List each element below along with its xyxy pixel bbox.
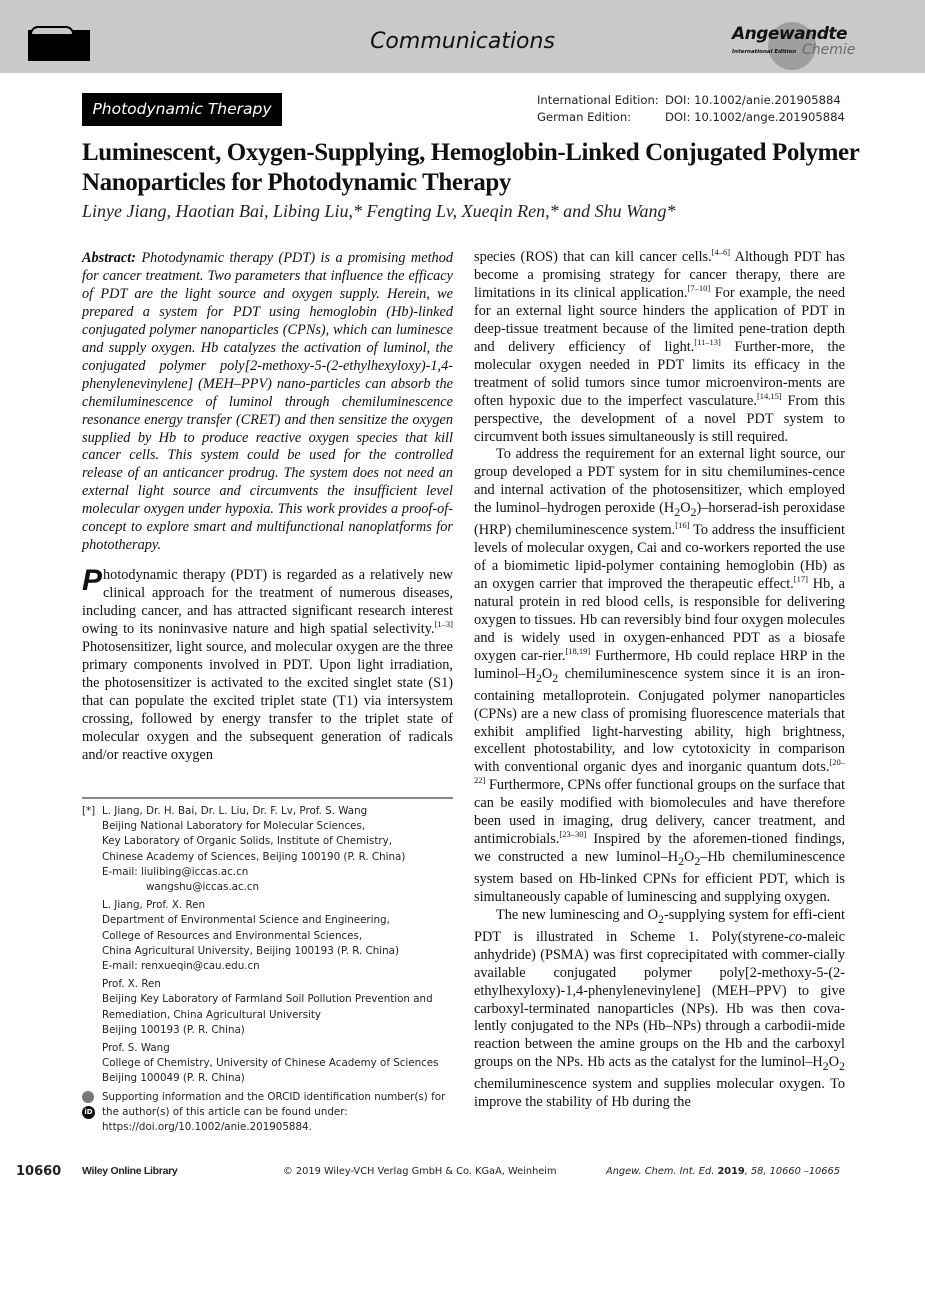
body-text: species (ROS) that can kill cancer cells. (474, 249, 712, 265)
supporting-info-line: Supporting information and the ORCID identification number(s) for (102, 1090, 446, 1103)
section-title: Communications (370, 29, 555, 54)
article-title: Luminescent, Oxygen-Supplying, Hemoglobin-Linked Conjugated Polymer Nanoparticles for Photodynamic Therapy (82, 139, 859, 196)
body-text: To address the requirement for an external light source, our group developed a PDT system for in situ chemilumines-cence and internal activation of the photosensitizer, which employed the luminol–hydrogen peroxide (H (474, 446, 845, 517)
doi-block (537, 92, 845, 126)
journal-citation (606, 1166, 840, 1177)
body-text: Inspired by the aforemen-tioned findings, we constructed a new luminol–H (474, 831, 845, 866)
body-paragraph (82, 564, 453, 764)
affiliation-line: China Agricultural University, Beijing 100193 (P. R. China) (102, 944, 399, 957)
body-paragraph (474, 446, 845, 906)
affiliation-line: L. Jiang, Prof. X. Ren (102, 899, 206, 912)
subscript: 2 (674, 505, 681, 520)
subscript: 2 (839, 1059, 845, 1074)
email-link[interactable]: E-mail: renxueqin@cau.edu.cn (102, 960, 260, 973)
body-text: The new luminescing and O (496, 906, 659, 923)
subscript: 2 (678, 854, 685, 869)
logo-chemie: Chemie (802, 42, 856, 58)
supporting-info-icon (82, 1091, 94, 1103)
subscript: 2 (690, 505, 697, 520)
abstract-label: Abstract: (82, 250, 137, 266)
body-text: chemiluminescence system and supplies molecular oxygen. To improve the stability of Hb during the (474, 1076, 845, 1111)
subscript: 2 (822, 1059, 829, 1074)
doi-label: International Edition: (537, 93, 659, 107)
citation-ref[interactable]: [1–3] (434, 619, 453, 630)
citation-ref[interactable]: [18,19] (565, 646, 591, 657)
body-text: From this perspective, the development of a novel PDT system to circumvent both issues simultaneously is still required. (474, 392, 845, 445)
affiliation-line: College of Resources and Environmental Sciences, (102, 929, 363, 942)
body-text: –Hb chemiluminescence system based on Hb-linked CPNs for efficient PDT, which is simultaneously capable of luminescing and supplying oxygen. (474, 849, 845, 905)
abstract-text: Photodynamic therapy (PDT) is a promising method for cancer treatment. Two parameters that influence the efficacy of PDT are the light source and oxygen supply. Herein, we prepared a system for PDT using hemoglobin (Hb)-linked conjugated polymer nanoparticles (CPNs), which can luminesce and supply oxygen. Hb catalyzes the activation of luminol, the conjugated polymer poly[2-methoxy-5-(2-ethylhexyloxy)-1,4-phenylenevinylene] (MEH–PPV) nano-particles can absorb the chemiluminescence of luminol through chemiluminescence resonance energy transfer (CRET) and then sensitize the oxygen supplied by Hb to produce reactive oxygen species that kill cancer cells. This system could be used for the controlled release of an anticancer prodrug. The system does not need an external light source and circumvents the insufficient level molecular oxygen under hypoxia. This work provides a proof-of-concept to explore smart and multifunctional nanoplatforms for phototherapy. (82, 250, 454, 554)
body-text: For example, the need for an external light source hinders the application of PDT in deep-tissue treatment because of the limited pene-tration depth and delivery efficiency of light. (474, 284, 845, 355)
body-text: O (680, 500, 691, 517)
body-text: O (828, 1054, 840, 1071)
abstract (82, 250, 453, 555)
email-link[interactable]: wangshu@iccas.ac.cn (146, 881, 260, 894)
doi-row-german (537, 109, 845, 126)
affiliation-line: Beijing National Laboratory for Molecular Sciences, (102, 820, 366, 833)
italic-text: co (788, 928, 803, 945)
citation-ref[interactable]: [11–13] (694, 337, 721, 347)
affiliation-2 (82, 898, 462, 974)
subscript: 2 (694, 854, 701, 869)
affiliation-line: L. Jiang, Dr. H. Bai, Dr. L. Liu, Dr. F. Lv, Prof. S. Wang (102, 805, 368, 817)
body-text: )–horserad-ish peroxidase (HRP) chemiluminescence system. (474, 500, 845, 539)
citation-year: 2019 (717, 1166, 745, 1177)
supporting-info-line: the author(s) of this article can be found under: (102, 1105, 348, 1118)
supporting-info-link[interactable]: https://doi.org/10.1002/anie.201905884. (102, 1121, 312, 1134)
footnotes (82, 804, 462, 1135)
body-paragraph (474, 907, 845, 1112)
wiley-online-library-link[interactable]: Wiley Online Library (82, 1165, 178, 1177)
body-text: -maleic anhydride) (PSMA) was first coprecipitated with commer-cially available conjugated polymer poly[2-methoxy-5-(2-ethylhexyloxy)-1,4-phenylenevinylene] (MEH–PPV) to give carboxyl-terminated nanoparticles (NPs). Hb was then cova-lently conjugated to the NPs (Hb–NPs) through a carbodii-mide reaction between the amine groups on the Hb and the carboxyl groups on the NPs. Hb acts as the catalyst for the luminol–H (474, 928, 845, 1071)
affiliation-line: College of Chemistry, University of Chinese Academy of Sciences (102, 1057, 439, 1070)
citation-ref[interactable]: [16] (675, 520, 690, 531)
citation-ref[interactable]: [7–10] (687, 283, 711, 294)
email-link[interactable]: E-mail: liulibing@iccas.ac.cn (102, 865, 249, 878)
logo-angewandte: Angewandte (732, 24, 848, 44)
footnote-mark: [*] (82, 805, 96, 817)
affiliation-line: Prof. S. Wang (102, 1042, 170, 1055)
doi-link[interactable]: DOI: 10.1002/ange.201905884 (665, 110, 845, 124)
logo-edition: International Edition (732, 49, 797, 55)
affiliation-line: Beijing 100049 (P. R. China) (102, 1072, 245, 1085)
footnote-divider (82, 797, 453, 799)
affiliation-line: Chinese Academy of Sciences, Beijing 100190 (P. R. China) (102, 850, 406, 863)
orcid-icon: iD (82, 1106, 95, 1119)
topic-badge: Photodynamic Therapy (82, 93, 282, 126)
page-footer (0, 1164, 925, 1180)
affiliation-3 (82, 977, 462, 1038)
angewandte-logo (728, 20, 858, 72)
affiliation-line: Key Laboratory of Organic Solids, Institute of Chemistry, (102, 835, 393, 848)
body-text: Furthermore, CPNs offer functional groups on the surface that can be easily modified with biomolecules and have therefore been used in imaging, drug delivery, cancer treatment, and antimicrobials. (474, 777, 845, 848)
page-header (0, 0, 925, 73)
body-text: Furthermore, Hb could replace HRP in the luminol–H (474, 647, 845, 682)
body-text: Although PDT has become a promising strategy for cancer therapy, there are limitations in its clinical application. (474, 249, 845, 301)
affiliation-line: Remediation, China Agricultural University (102, 1008, 321, 1021)
affiliation-line: Department of Environmental Science and Engineering, (102, 914, 390, 927)
doi-link[interactable]: DOI: 10.1002/anie.201905884 (665, 93, 841, 107)
body-text: To address the insufficient levels of molecular oxygen, Cai and co-workers reported the use of a biomimetic lipid-polymer containing hemoglobin (Hb) as an oxygen carrier that improved the therapeutic effect. (474, 522, 845, 593)
supporting-info (82, 1090, 462, 1136)
subscript: 2 (552, 670, 559, 685)
body-text: Photodynamic therapy (PDT) is regarded as a relatively new clinical approach for the treatment of numerous diseases, including cancer, and has attracted significant research interest owing to its noninvasive nature and high spatial selectivity. (82, 564, 453, 638)
author-list: Linye Jiang, Haotian Bai, Libing Liu,* Fengting Lv, Xueqin Ren,* and Shu Wang* (82, 201, 676, 221)
affiliation-line: Prof. X. Ren (102, 978, 161, 991)
subscript: 2 (535, 670, 542, 685)
citation-ref[interactable]: [4–6] (711, 247, 731, 258)
copyright: © 2019 Wiley-VCH Verlag GmbH & Co. KGaA, Weinheim (283, 1166, 557, 1177)
citation-ref[interactable]: [23–30] (559, 829, 587, 840)
citation-ref[interactable]: [14,15] (756, 390, 782, 401)
affiliation-1 (82, 804, 462, 895)
body-text: O (541, 665, 553, 682)
citation-ref[interactable]: [20–22] (474, 757, 845, 786)
affiliation-line: Beijing Key Laboratory of Farmland Soil Pollution Prevention and (102, 993, 433, 1006)
body-text: O (684, 849, 695, 866)
left-column (82, 250, 453, 765)
body-paragraph (474, 249, 845, 446)
page-number: 10660 (16, 1164, 62, 1179)
doi-label: German Edition: (537, 110, 632, 124)
affiliation-line: Beijing 100193 (P. R. China) (102, 1023, 245, 1036)
body-text: chemiluminescence system since it is an iron-containing metalloprotein. Conjugated polymer nanoparticles (CPNs) are a new class of promising fluorescence materials that exhibit amplified light-harvesting ability, high brightness, excellent photostability, and low cytotoxicity in comparison with conventional organic dyes and inorganic quantum dots. (474, 665, 845, 776)
citation-ref[interactable]: [17] (793, 574, 808, 585)
body-text: Photosensitizer, light source, and molecular oxygen are the three primary components involved in PDT. Upon light irradiation, the photosensitizer is activated to the excited singlet state (S1) that can populate the excited triplet state (T1) via intersystem crossing, followed by energy transfer to the triplet state of molecular oxygen and the subsequent generation of radicals and/or reactive oxygen (82, 639, 453, 763)
body-text: Further-more, the molecular oxygen needed in PDT limits its efficacy in the treatment of solid tumors since tumor microenviron-ments are often hypoxic due to the imperfect vasculature. (474, 338, 845, 409)
subscript: 2 (658, 911, 664, 926)
affiliation-4 (82, 1041, 462, 1087)
body-text: Hb, a natural protein in red blood cells, is responsible for delivering oxygen to tissues. Hb can reversibly bind four oxygen molecules and is widely used in oxygen-enhanced PDT as a biosafe oxygen car-rier. (474, 576, 845, 664)
right-column (474, 249, 845, 1112)
body-text: -supplying system for effi-cient PDT is illustrated in Scheme 1. Poly(styrene- (474, 906, 845, 945)
doi-row-international (537, 92, 845, 109)
citation-journal: Angew. Chem. Int. Ed. (606, 1166, 715, 1177)
citation-volume-pages: , 58, 10660 –10665 (744, 1166, 840, 1177)
